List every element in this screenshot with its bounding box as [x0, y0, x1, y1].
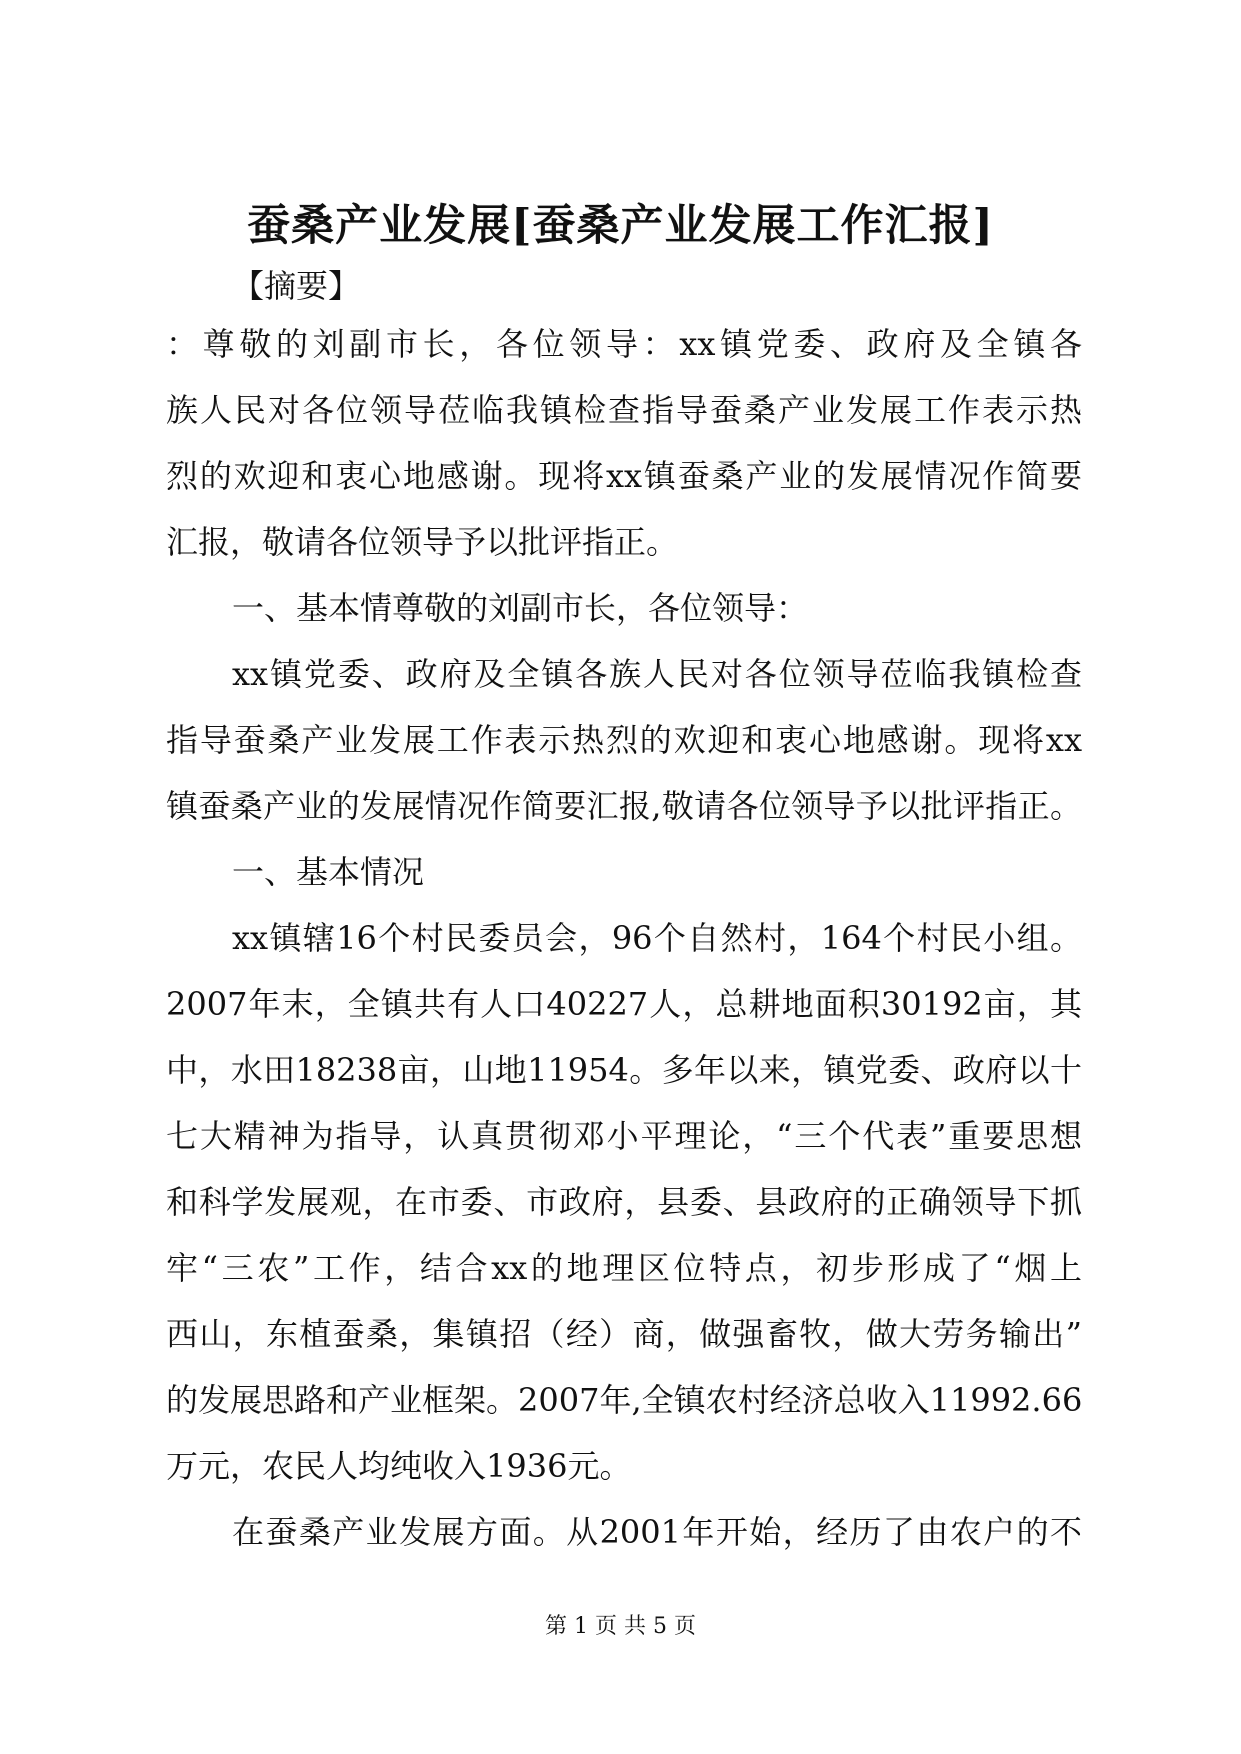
body-line: 万元，农民人均纯收入1936元。 [166, 1447, 632, 1485]
body-line: 在蚕桑产业发展方面。从2001年开始，经历了由农户的不 [232, 1513, 1082, 1551]
section-heading: 一、基本情况 [232, 853, 425, 891]
body-line: 七大精神为指导，认真贯彻邓小平理论，“三个代表”重要思想 [166, 1117, 1082, 1155]
body-line: 中，水田18238亩，山地11954。多年以来，镇党委、政府以十 [166, 1051, 1082, 1089]
body-line: 牢“三农”工作，结合xx的地理区位特点，初步形成了“烟上 [166, 1249, 1082, 1287]
body-line: 的发展思路和产业框架。2007年,全镇农村经济总收入11992.66 [166, 1381, 1083, 1419]
body-line: 指导蚕桑产业发展工作表示热烈的欢迎和衷心地感谢。现将xx [166, 721, 1082, 759]
abstract-label: 【摘要】 [232, 267, 361, 305]
body-line: xx镇辖16个村民委员会，96个自然村，164个村民小组。 [232, 919, 1082, 957]
body-line: 一、基本情尊敬的刘副市长，各位领导： [232, 589, 809, 627]
body-line: 烈的欢迎和衷心地感谢。现将xx镇蚕桑产业的发展情况作简要 [166, 457, 1082, 495]
body-line: 族人民对各位领导莅临我镇检查指导蚕桑产业发展工作表示热 [166, 391, 1082, 429]
document-title: 蚕桑产业发展[蚕桑产业发展工作汇报] [247, 201, 994, 251]
body-line: 西山，东植蚕桑，集镇招（经）商，做强畜牧，做大劳务输出” [166, 1315, 1082, 1353]
body-line: ：尊敬的刘副市长，各位领导：xx镇党委、政府及全镇各 [166, 325, 1082, 363]
body-line: 和科学发展观，在市委、市政府，县委、县政府的正确领导下抓 [166, 1183, 1082, 1221]
body-line: 镇蚕桑产业的发展情况作简要汇报,敬请各位领导予以批评指正。 [166, 787, 1082, 825]
page-number-footer: 第 1 页 共 5 页 [545, 1614, 696, 1639]
body-line: xx镇党委、政府及全镇各族人民对各位领导莅临我镇检查 [232, 655, 1082, 693]
body-line: 2007年末，全镇共有人口40227人，总耕地面积30192亩，其 [166, 985, 1082, 1023]
body-line: 汇报，敬请各位领导予以批评指正。 [166, 523, 679, 561]
